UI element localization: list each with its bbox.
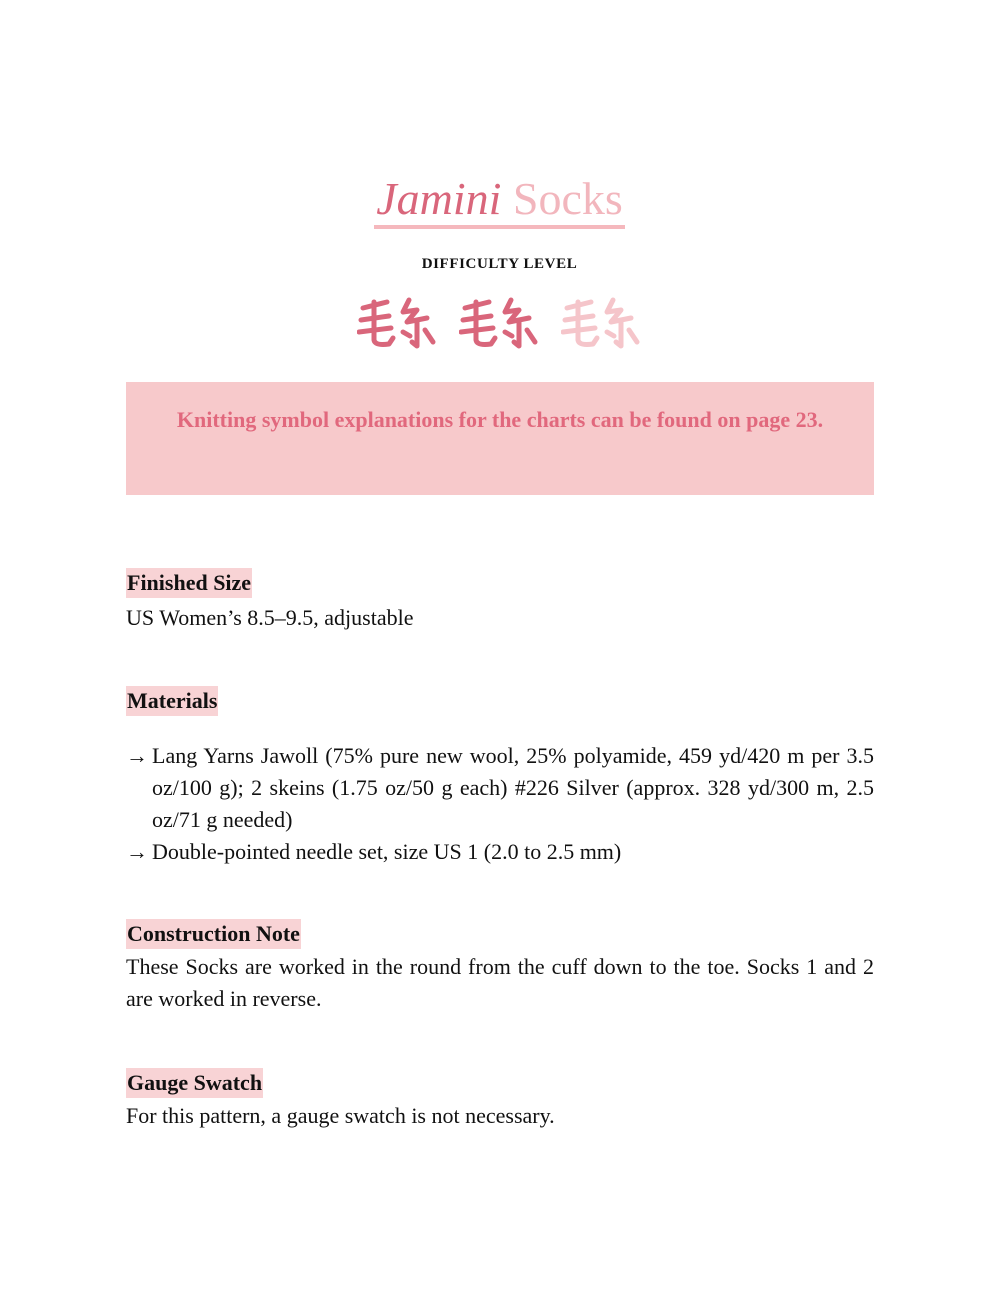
difficulty-rating — [0, 296, 999, 352]
difficulty-label: DIFFICULTY LEVEL — [421, 256, 578, 272]
construction-note-text: These Socks are worked in the round from the cuff down to the toe. Socks 1 and 2 are worked in reverse. — [126, 954, 874, 1011]
yarn-character-icon — [357, 296, 439, 352]
materials-section — [126, 686, 874, 868]
construction-note-section — [126, 919, 874, 1015]
title-word-jamini: Jamini — [376, 173, 502, 224]
gauge-swatch-heading: Gauge Swatch — [126, 1068, 263, 1098]
chart-symbols-notice: Knitting symbol explanations for the charts can be found on page 23. — [126, 382, 874, 495]
page-title — [0, 170, 999, 229]
yarn-character-icon — [459, 296, 541, 352]
title-word-socks: Socks — [512, 173, 623, 224]
materials-item-text: Lang Yarns Jawoll (75% pure new wool, 25% polyamide, 459 yd/420 m per 3.5 oz/100 g); 2 skeins (1.75 oz/50 g each) #226 Silver (approx. 328 yd/300 m, 2.5 oz/71 g needed) — [152, 743, 874, 832]
arrow-right-icon: → — [126, 839, 148, 864]
gauge-swatch-section — [126, 1068, 874, 1132]
materials-list — [126, 740, 874, 868]
finished-size-text: US Women’s 8.5–9.5, adjustable — [126, 605, 414, 630]
finished-size-heading: Finished Size — [126, 568, 252, 598]
materials-item-text: Double-pointed needle set, size US 1 (2.0 to 2.5 mm) — [152, 839, 622, 864]
yarn-character-icon — [561, 296, 643, 352]
arrow-right-icon: → — [126, 743, 148, 768]
materials-heading: Materials — [126, 686, 218, 716]
materials-item-yarn — [126, 740, 874, 836]
finished-size-section — [126, 568, 874, 634]
gauge-swatch-text: For this pattern, a gauge swatch is not necessary. — [126, 1103, 555, 1128]
title-underline — [374, 173, 625, 229]
materials-item-needles — [126, 836, 874, 868]
construction-note-heading: Construction Note — [126, 919, 301, 949]
